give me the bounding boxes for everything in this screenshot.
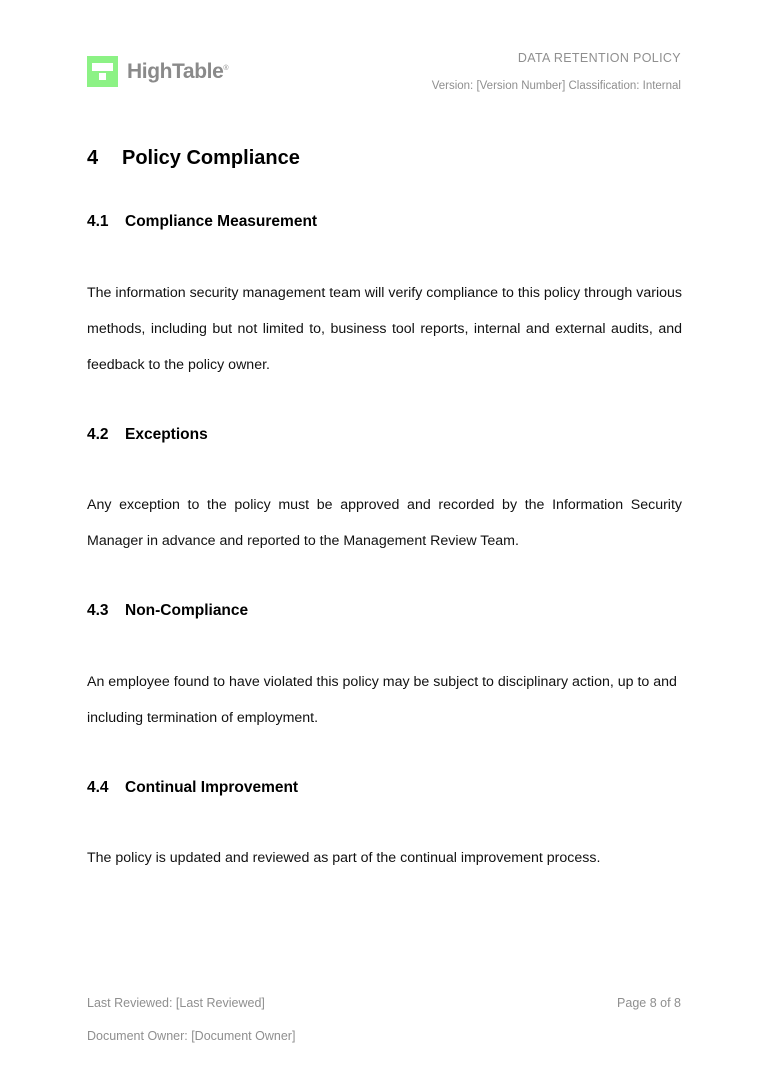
subsection-number: 4.1	[87, 213, 109, 230]
brand-logo	[87, 56, 229, 87]
logo-bar-shape	[92, 63, 113, 71]
subsection-title: Compliance Measurement	[125, 213, 318, 230]
page-footer	[87, 997, 681, 1042]
subsection-heading-4-3	[87, 602, 682, 621]
registered-trademark-icon: ®	[223, 65, 229, 72]
subsection-heading-4-1	[87, 213, 682, 232]
header-meta	[432, 52, 681, 92]
header-document-title: DATA RETENTION POLICY	[517, 51, 681, 65]
footer-row-secondary	[87, 1030, 681, 1043]
table-logo-icon	[87, 56, 118, 87]
subsection-title: Non-Compliance	[125, 602, 249, 620]
subsection-number: 4.2	[87, 425, 109, 443]
subsection-title: Exceptions	[125, 425, 208, 443]
subsection-body-4-4: The policy is updated and reviewed as part of the continual improvement process.	[87, 850, 601, 867]
header-version-classification: Version: [Version Number] Classification: Internal	[431, 79, 681, 92]
brand-wordmark-text: HighTable	[127, 60, 224, 83]
subsection-body-4-3: An employee found to have violated this policy may be subject to disciplinary action, up to and including termination of employment.	[87, 673, 677, 726]
section-number: 4	[87, 147, 99, 169]
document-content	[87, 146, 682, 876]
subsection-number: 4.3	[87, 602, 109, 620]
logo-stem-shape	[99, 73, 106, 80]
footer-last-reviewed: Last Reviewed: [Last Reviewed]	[87, 996, 265, 1010]
subsection-title: Continual Improvement	[125, 778, 299, 796]
page-title	[87, 146, 682, 170]
section-title: Policy Compliance	[122, 147, 300, 169]
subsection-body-4-1: The information security management team will verify compliance to this policy through various methods, including but not limited to, business tool reports, internal and external audits, and feedback to the policy owner.	[87, 284, 682, 373]
page-header	[87, 52, 681, 114]
subsection-heading-4-2	[87, 426, 682, 445]
footer-document-owner: Document Owner: [Document Owner]	[87, 1028, 296, 1043]
subsection-heading-4-4	[87, 779, 682, 798]
footer-page-number: Page 8 of 8	[617, 996, 681, 1010]
subsection-number: 4.4	[87, 778, 109, 796]
footer-row-primary	[87, 997, 681, 1010]
brand-wordmark	[127, 61, 229, 82]
subsection-body-4-2: Any exception to the policy must be approved and recorded by the Information Security Manager in advance and reported to the Management Review Team.	[87, 497, 682, 550]
